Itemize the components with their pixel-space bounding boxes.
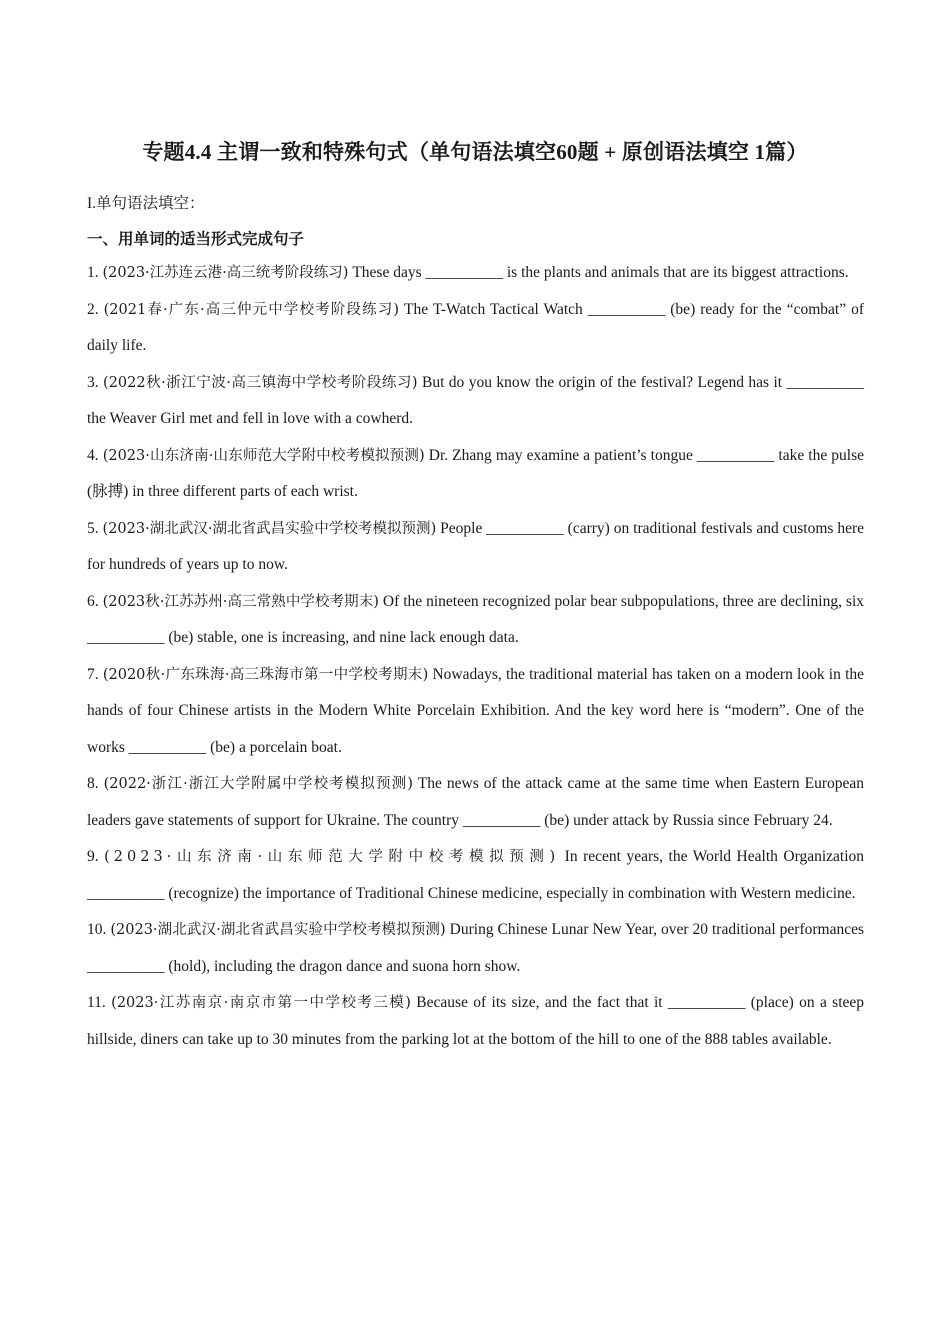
question-list: [87, 255, 864, 1058]
question-source: (2023·湖北武汉·湖北省武昌实验中学校考模拟预测): [110, 922, 446, 938]
document-title: 专题4.4 主谓一致和特殊句式（单句语法填空60题 + 原创语法填空 1篇）: [142, 140, 808, 164]
question-number: 1.: [87, 264, 99, 281]
question-text: Nowadays, the traditional material has taken on a modern look in the hands of four Chinese artists in the Modern White Porcelain Exhibition. And the key word here is “modern”. One of the works __________ (be) a porcelain boat.: [87, 665, 865, 756]
question-number: 7.: [87, 665, 99, 683]
question-text: During Chinese Lunar New Year, over 20 traditional performances __________ (hold), including the dragon dance and suona horn show.: [87, 921, 865, 975]
question-10: [87, 912, 864, 985]
question-source: (2023·江苏南京·南京市第一中学校考三模): [111, 995, 411, 1011]
question-1: [87, 255, 864, 292]
question-source: (2022秋·浙江宁波·高三镇海中学校考阶段练习): [103, 374, 418, 391]
question-source: (2022·浙江·浙江大学附属中学校考模拟预测): [103, 776, 413, 792]
question-source: (2023·湖北武汉·湖北省武昌实验中学校考模拟预测): [102, 520, 437, 537]
question-source: (2023秋·江苏苏州·高三常熟中学校考期末): [102, 593, 379, 610]
question-source: (2020秋·广东珠海·高三珠海市第一中学校考期末): [102, 666, 429, 683]
question-9: [87, 839, 864, 912]
question-number: 5.: [87, 519, 99, 537]
section-label: I.单句语法填空：: [87, 195, 205, 212]
question-4: [87, 438, 864, 511]
question-text: These days __________ is the plants and animals that are its biggest attractions.: [348, 264, 849, 281]
question-number: 9.: [87, 848, 99, 865]
question-source: (2023·山东济南·山东师范大学附中校考模拟预测): [104, 849, 560, 865]
question-number: 2.: [87, 300, 99, 318]
question-text: The T-Watch Tactical Watch __________ (be) ready for the “combat” of daily life.: [87, 300, 865, 354]
question-number: 6.: [87, 592, 99, 610]
question-text: In recent years, the World Health Organization __________ (recognize) the importance of Traditional Chinese medicine, especially in combination with Western medicine.: [87, 848, 865, 902]
question-6: [87, 584, 864, 657]
question-8: [87, 766, 864, 839]
question-2: [87, 292, 864, 365]
question-text: Of the nineteen recognized polar bear subpopulations, three are declining, six __________ (be) stable, one is increasing, and nine lack enough data.: [87, 592, 865, 646]
subsection-label: 一、用单词的适当形式完成句子: [87, 231, 305, 248]
question-3: [87, 365, 864, 438]
question-text: But do you know the origin of the festival? Legend has it __________ the Weaver Girl met and fell in love with a cowherd.: [87, 373, 864, 427]
question-text: Dr. Zhang may examine a patient’s tongue __________ take the pulse (脉搏) in three different parts of each wrist.: [87, 446, 865, 500]
question-number: 8.: [87, 775, 99, 792]
question-number: 4.: [87, 446, 99, 464]
question-source: (2021春·广东·高三仲元中学校考阶段练习): [103, 301, 400, 318]
question-text: People __________ (carry) on traditional festivals and customs here for hundreds of years up to now.: [87, 519, 865, 573]
question-number: 3.: [87, 373, 99, 391]
question-source: (2023·江苏连云港·高三统考阶段练习): [102, 265, 349, 281]
question-11: [87, 985, 864, 1058]
question-text: Because of its size, and the fact that it __________ (place) on a steep hillside, diners can take up to 30 minutes from the parking lot at the bottom of the hill to one of the 888 tables available.: [87, 994, 865, 1048]
question-source: (2023·山东济南·山东师范大学附中校考模拟预测): [102, 447, 425, 464]
question-5: [87, 511, 864, 584]
question-number: 10.: [87, 921, 107, 938]
question-7: [87, 657, 864, 767]
question-text: The news of the attack came at the same time when Eastern European leaders gave statements of support for Ukraine. The country __________ (be) under attack by Russia since February 24.: [87, 775, 864, 829]
question-number: 11.: [87, 994, 106, 1011]
